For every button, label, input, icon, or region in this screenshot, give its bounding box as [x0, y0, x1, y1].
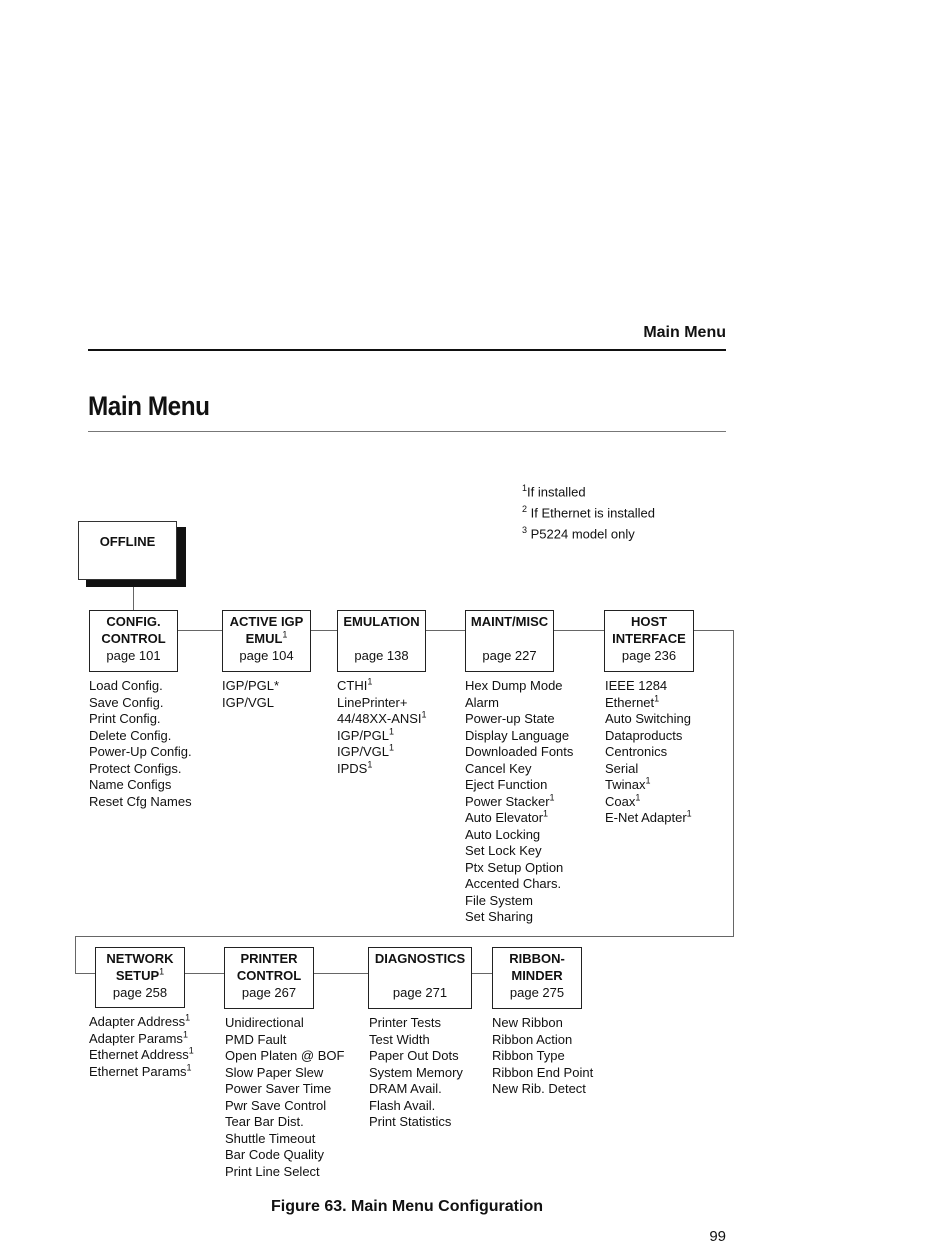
menu-item: Ribbon Type: [492, 1048, 565, 1063]
menu-item: IGP/PGL$^1$: [337, 726, 395, 743]
page-number: 99: [709, 1228, 726, 1245]
menu-items-active-igp-emul: [222, 678, 279, 711]
menu-item: Ribbon Action: [492, 1031, 573, 1047]
connector-left-drop: [75, 936, 76, 974]
menu-item: Adapter Params$^1$: [89, 1029, 188, 1046]
menu-item: LinePrinter+: [337, 694, 408, 710]
menu-item: Ribbon End Point: [492, 1064, 594, 1080]
menu-box-maint-misc: MAINT/MISC page 227: [465, 610, 554, 672]
menu-item: Flash Avail.: [369, 1097, 436, 1113]
header-rule: [88, 349, 726, 351]
menu-item: Unidirectional: [225, 1015, 304, 1030]
menu-item: Open Platen @ BOF: [225, 1048, 345, 1063]
menu-item: PMD Fault: [225, 1031, 287, 1047]
menu-item: Auto Locking: [465, 826, 541, 842]
menu-items-config-control: [89, 678, 192, 810]
menu-item: Delete Config.: [89, 727, 172, 743]
menu-item: Set Lock Key: [465, 843, 542, 858]
menu-box-config-control: CONFIG. CONTROL page 101: [89, 610, 178, 672]
menu-item: Printer Tests: [369, 1015, 442, 1030]
menu-item: IPDS$^1$: [337, 759, 373, 776]
connector-offline-down: [133, 587, 134, 610]
menu-item: Protect Configs.: [89, 760, 182, 776]
menu-items-diagnostics: [369, 1015, 463, 1131]
menu-item: Accented Chars.: [465, 876, 562, 891]
menu-item: Paper Out Dots: [369, 1048, 459, 1063]
menu-item: New Rib. Detect: [492, 1081, 586, 1096]
menu-item: Save Config.: [89, 694, 164, 710]
menu-item: IGP/VGL$^1$: [337, 742, 395, 759]
menu-item: Serial: [605, 760, 639, 776]
menu-item: Display Language: [465, 727, 570, 743]
menu-item: System Memory: [369, 1064, 463, 1080]
menu-item: Power Stacker$^1$: [465, 792, 555, 809]
menu-item: Slow Paper Slew: [225, 1064, 324, 1080]
menu-item: Set Sharing: [465, 909, 533, 924]
menu-box-emulation: EMULATION page 138: [337, 610, 426, 672]
menu-items-maint-misc: [465, 678, 573, 926]
menu-item: New Ribbon: [492, 1015, 563, 1030]
menu-item: Cancel Key: [465, 760, 532, 776]
footnote-3: $^3$ P5224 model only: [522, 524, 635, 541]
menu-items-host-interface: [605, 678, 692, 827]
menu-item: Name Configs: [89, 777, 172, 792]
menu-items-printer-control: [225, 1015, 344, 1180]
menu-item: IEEE 1284: [605, 678, 668, 693]
menu-item: File System: [465, 892, 533, 908]
connector-right-drop: [733, 630, 734, 937]
menu-item: Dataproducts: [605, 727, 683, 743]
running-head: Main Menu: [643, 324, 726, 341]
menu-item: Ptx Setup Option: [465, 859, 564, 875]
menu-box-host-interface: HOST INTERFACE page 236: [604, 610, 694, 672]
menu-item: Ethernet Address$^1$: [89, 1045, 194, 1062]
menu-item: Ethernet Params$^1$: [89, 1062, 192, 1079]
menu-item: Print Statistics: [369, 1114, 452, 1129]
menu-item: Bar Code Quality: [225, 1147, 324, 1162]
footnote-2: $^2$ If Ethernet is installed: [522, 503, 655, 521]
footnote-1: $^1$If installed: [522, 483, 586, 500]
menu-item: Power-up State: [465, 711, 555, 726]
menu-item: IGP/PGL*: [222, 678, 280, 693]
menu-item: Alarm: [465, 694, 499, 710]
page-title: Main Menu: [88, 391, 210, 421]
menu-box-printer-control: PRINTER CONTROL page 267: [224, 947, 314, 1009]
menu-item: Eject Function: [465, 777, 548, 792]
menu-item: Pwr Save Control: [225, 1097, 327, 1113]
menu-item: Adapter Address$^1$: [89, 1012, 191, 1029]
menu-item: Power-Up Config.: [89, 744, 192, 759]
offline-box: OFFLINE: [78, 521, 177, 580]
menu-item: Print Config.: [89, 711, 161, 726]
menu-item: Tear Bar Dist.: [225, 1114, 304, 1129]
menu-item: E-Net Adapter$^1$: [605, 808, 692, 825]
menu-item: Shuttle Timeout: [225, 1130, 316, 1146]
menu-item: Downloaded Fonts: [465, 744, 574, 759]
menu-box-diagnostics: DIAGNOSTICS page 271: [368, 947, 472, 1009]
menu-box-network-setup: NETWORK SETUP$^1$ page 258: [95, 947, 185, 1008]
menu-box-active-igp-emul: ACTIVE IGP EMUL$^1$ page 104: [222, 610, 311, 672]
connector-return: [75, 936, 734, 937]
menu-item: IGP/VGL: [222, 694, 275, 710]
menu-item: Auto Switching: [605, 711, 691, 726]
menu-items-ribbon-minder: [492, 1015, 593, 1098]
menu-item: 44/48XX-ANSI$^1$: [337, 709, 427, 726]
menu-item: Twinax$^1$: [605, 775, 651, 792]
menu-item: DRAM Avail.: [369, 1081, 442, 1096]
menu-box-ribbon-minder: RIBBON- MINDER page 275: [492, 947, 582, 1009]
menu-item: CTHI$^1$: [337, 676, 373, 693]
menu-items-network-setup: [89, 1014, 194, 1080]
menu-item: Test Width: [369, 1031, 430, 1047]
menu-item: Load Config.: [89, 678, 163, 693]
figure-caption: Figure 63. Main Menu Configuration: [271, 1198, 543, 1215]
menu-item: Ethernet$^1$: [605, 693, 660, 710]
menu-item: Auto Elevator$^1$: [465, 808, 549, 825]
menu-item: Power Saver Time: [225, 1081, 332, 1096]
menu-items-emulation: [337, 678, 427, 777]
title-rule: [88, 431, 726, 432]
footnotes: [522, 480, 655, 542]
menu-item: Hex Dump Mode: [465, 678, 563, 693]
menu-item: Coax$^1$: [605, 792, 641, 809]
menu-item: Print Line Select: [225, 1163, 320, 1179]
menu-item: Reset Cfg Names: [89, 793, 192, 809]
menu-item: Centronics: [605, 744, 668, 759]
